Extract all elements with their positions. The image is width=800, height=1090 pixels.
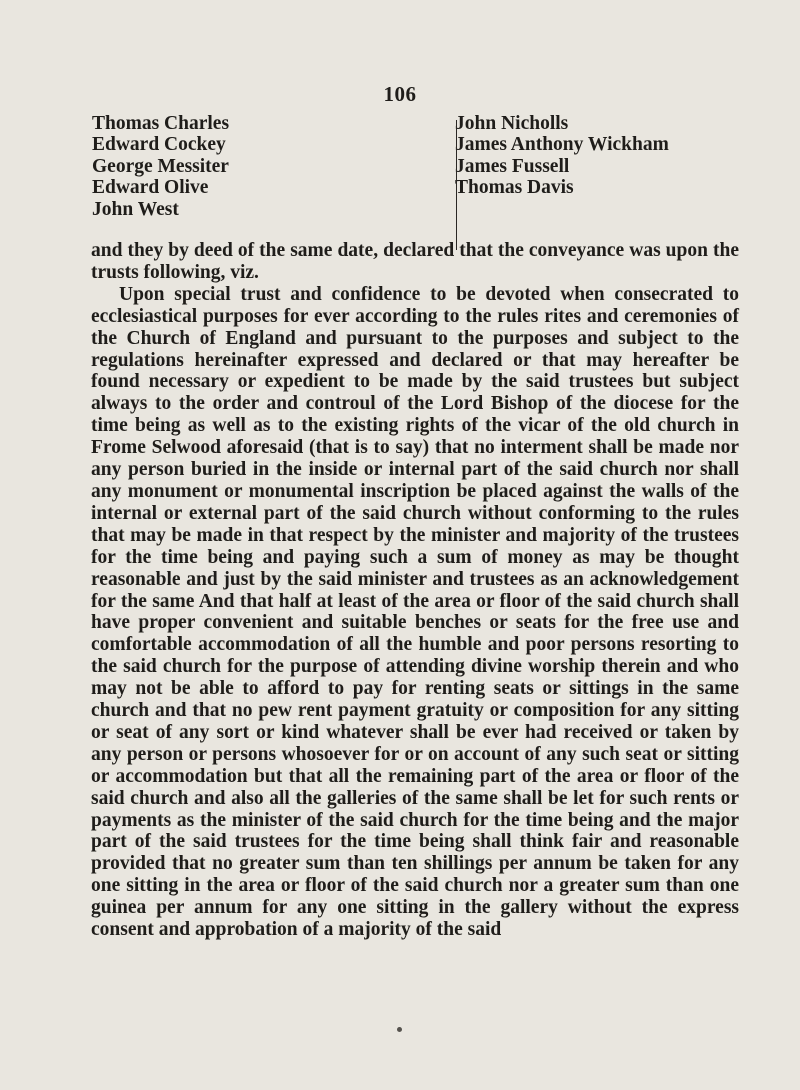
- page-mark: [397, 1027, 402, 1032]
- trustee-name: Thomas Charles: [92, 113, 230, 134]
- names-left-column: [92, 113, 452, 220]
- names-right-column: [455, 113, 755, 199]
- trustee-name: George Messiter: [92, 155, 229, 177]
- trustee-name: Edward Olive: [92, 177, 209, 199]
- body-text: [91, 240, 739, 941]
- page-number: 106: [383, 82, 417, 106]
- trustee-name: Edward Cockey: [92, 134, 226, 156]
- trustee-name: James Anthony Wickham: [455, 134, 669, 156]
- trustee-name: John Nicholls: [455, 113, 569, 134]
- paragraph: Upon special trust and confidence to be devoted when consecrated to ecclesiastical purposes for ever according to the rules rites and ceremonies of the Church of England and pursuant to the purposes and subject to the regulations hereinafter expressed and declared or that may hereafter be found necessary or expedient to be made by the said trustees but subject always to the order and controul of the Lord Bishop of the diocese for the time being as well as to the existing rights of the vicar of the old church in Frome Selwood aforesaid (that is to say) that no interment shall be made nor any person buried in the inside or internal part of the said church nor shall any monument or monumental inscription be placed against the walls of the internal or external part of the said church without conforming to the rules that may be made in that respect by the minister and majority of the trustees for the time being and paying such a sum of money as may be thought reasonable and just by the said minister and trustees as an acknowledgement for the same And that half at least of the area or floor of the said church shall have proper convenient and suitable benches or seats for the free use and comfortable accommodation of all the humble and poor persons resorting to the said church for the purpose of attending divine worship therein and who may not be able to afford to pay for renting seats or sittings in the same church and that no pew rent payment gratuity or composition for any sitting or seat of any sort or kind whatever shall be ever had received or taken by any person or persons whosoever for or on account of any such seat or sitting or accommodation but that all the remaining part of the area or floor of the said church and also all the galleries of the same shall be let for such rents or payments as the minister of the said church for the time being and the major part of the said trustees for the time being shall think fair and reasonable provided that no greater sum than ten shillings per annum be taken for any one sitting in the area or floor of the said church nor a greater sum than one guinea per annum for any one sitting in the gallery without the express consent and approbation of a majority of the said: [91, 283, 739, 941]
- paragraph: and they by deed of the same date, declared that the conveyance was upon the trusts following, viz.: [91, 240, 739, 283]
- trustee-name: James Fussell: [455, 155, 570, 177]
- trustee-name: Thomas Davis: [455, 177, 574, 199]
- trustee-name: John West: [92, 198, 179, 220]
- trustee-names: [92, 113, 732, 253]
- column-divider: [456, 120, 457, 250]
